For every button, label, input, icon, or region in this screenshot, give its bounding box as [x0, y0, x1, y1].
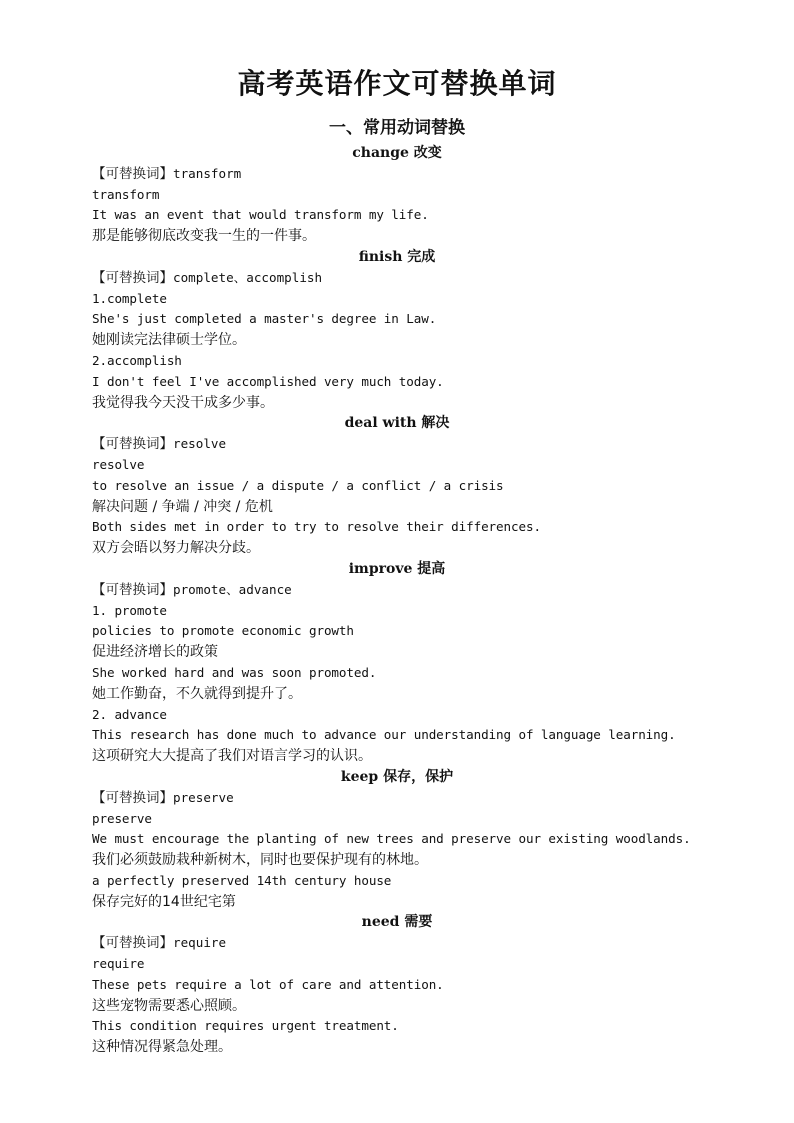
entry-heading: deal with 解决 [344, 415, 450, 432]
english-line: This research has done much to advance our understanding of language learning. [92, 727, 676, 743]
alternatives-label: 【可替换词】 [92, 165, 173, 182]
section-heading: 一、常用动词替换 [329, 118, 465, 138]
vocab-entry [92, 559, 752, 767]
english-line: to resolve an issue / a dispute / a conflict / a crisis [92, 477, 504, 493]
chinese-line: 我们必须鼓励栽种新树木，同时也要保护现有的林地。 [92, 852, 428, 869]
alternatives-label: 【可替换词】 [92, 789, 173, 806]
vocab-entry [92, 143, 752, 247]
chinese-line: 保存完好的14世纪宅第 [92, 893, 236, 910]
english-line: It was an event that would transform my life. [92, 207, 429, 223]
english-line: require [92, 956, 145, 972]
chinese-line: 双方会晤以努力解决分歧。 [92, 540, 260, 557]
alternatives-words: require [173, 935, 227, 951]
alternatives-words: transform [173, 165, 242, 181]
english-line: We must encourage the planting of new trees and preserve our existing woodlands. [92, 831, 691, 847]
vocab-entry [92, 912, 752, 1058]
english-line: 2. advance [92, 706, 167, 722]
vocab-entry [92, 247, 752, 413]
english-line: transform [92, 186, 160, 202]
chinese-line: 这项研究大大提高了我们对语言学习的认识。 [92, 748, 372, 765]
entry-heading: need 需要 [361, 914, 433, 931]
entry-heading: change 改变 [352, 145, 442, 161]
entry-heading: finish 完成 [358, 248, 436, 265]
english-line: These pets require a lot of care and attention. [92, 976, 444, 992]
english-line: policies to promote economic growth [92, 623, 354, 639]
alternatives-label: 【可替换词】 [92, 436, 173, 453]
entry-heading: improve 提高 [348, 560, 446, 577]
chinese-line: 解决问题 / 争端 / 冲突 / 危机 [92, 498, 273, 515]
entry-list [92, 143, 752, 1058]
english-line: 1.complete [92, 290, 167, 306]
alternatives-line [92, 580, 752, 601]
english-line: She's just completed a master's degree in Law. [92, 311, 437, 327]
vocab-entry [92, 767, 752, 913]
vocab-entry [92, 413, 752, 559]
alternatives-line [92, 788, 752, 809]
english-line: I don't feel I've accomplished very much today. [92, 373, 444, 389]
english-line: 1. promote [92, 602, 167, 618]
english-line: This condition requires urgent treatment. [92, 1018, 399, 1034]
chinese-line: 这种情况得紧急处理。 [92, 1039, 232, 1056]
alternatives-line [92, 164, 752, 185]
alternatives-line [92, 434, 752, 455]
chinese-line: 我觉得我今天没干成多少事。 [92, 394, 274, 411]
english-line: resolve [92, 456, 145, 472]
page-title: 高考英语作文可替换单词 [237, 67, 557, 100]
english-line: preserve [92, 810, 152, 826]
alternatives-label: 【可替换词】 [92, 269, 173, 286]
chinese-line: 她刚读完法律硕士学位。 [92, 332, 246, 349]
alternatives-label: 【可替换词】 [92, 935, 173, 952]
alternatives-words: resolve [173, 436, 227, 452]
alternatives-words: preserve [173, 789, 234, 805]
alternatives-label: 【可替换词】 [92, 581, 173, 598]
english-line: 2.accomplish [92, 352, 182, 368]
alternatives-words: promote、advance [173, 581, 292, 597]
english-line: She worked hard and was soon promoted. [92, 664, 377, 680]
english-line: Both sides met in order to try to resolve their differences. [92, 519, 541, 535]
alternatives-words: complete、accomplish [173, 269, 323, 285]
entry-heading: keep 保存，保护 [340, 768, 454, 785]
chinese-line: 她工作勤奋，不久就得到提升了。 [92, 685, 302, 702]
chinese-line: 促进经济增长的政策 [92, 644, 218, 661]
chinese-line: 那是能够彻底改变我一生的一件事。 [92, 228, 316, 245]
english-line: a perfectly preserved 14th century house [92, 872, 392, 888]
chinese-line: 这些宠物需要悉心照顾。 [92, 997, 246, 1014]
alternatives-line [92, 268, 752, 289]
alternatives-line [92, 933, 752, 954]
